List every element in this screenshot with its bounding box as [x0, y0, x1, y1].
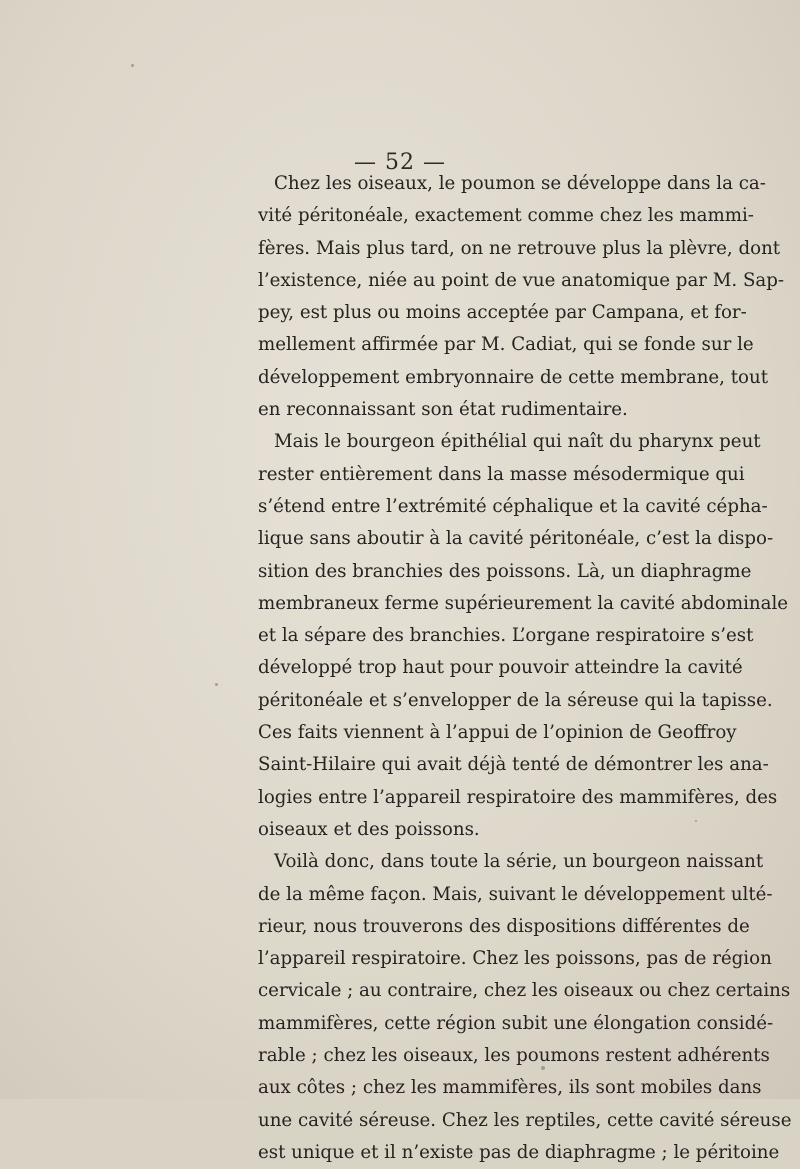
- paper-speck: [131, 64, 134, 67]
- text-line: est unique et il n’existe pas de diaphragme ; le péritoine: [258, 1141, 780, 1163]
- paper-speck: [541, 1066, 545, 1070]
- text-line: membraneux ferme supérieurement la cavité abdominale: [258, 592, 789, 614]
- text-line: fères. Mais plus tard, on ne retrouve plus la plèvre, dont: [258, 237, 781, 259]
- text-line: mellement affirmée par M. Cadiat, qui se fonde sur le: [258, 334, 754, 356]
- text-line: rable ; chez les oiseaux, les poumons restent adhérents: [258, 1045, 770, 1067]
- text-line: l’appareil respiratoire. Chez les poissons, pas de région: [258, 948, 772, 970]
- text-line: mammifères, cette région subit une élongation considé-: [258, 1012, 774, 1034]
- text-line: Mais le bourgeon épithélial qui naît du pharynx peut: [274, 431, 761, 453]
- text-line: pey, est plus ou moins acceptée par Campana, et for-: [258, 302, 747, 324]
- paragraph: [258, 168, 785, 426]
- text-line: aux côtes ; chez les mammifères, ils sont mobiles dans: [258, 1077, 762, 1099]
- text-line: Chez les oiseaux, le poumon se développe dans la ca-: [274, 173, 766, 194]
- paragraph: [258, 426, 789, 846]
- text-line: péritonéale et s’envelopper de la séreuse qui la tapisse.: [258, 689, 773, 711]
- text-line: lique sans aboutir à la cavité péritonéale, c’est la dispo-: [258, 528, 774, 550]
- text-line: cervicale ; au contraire, chez les oiseaux ou chez certains: [258, 980, 791, 1002]
- text-line: vité péritonéale, exactement comme chez les mammi-: [258, 205, 754, 227]
- body-text: [258, 168, 792, 1169]
- text-line: Saint-Hilaire qui avait déjà tenté de démontrer les ana-: [258, 754, 769, 776]
- text-line: logies entre l’appareil respiratoire des mammifères, des: [258, 786, 778, 808]
- text-line: développé trop haut pour pouvoir atteindre la cavité: [258, 657, 743, 679]
- text-line: Voilà donc, dans toute la série, un bourgeon naissant: [274, 851, 764, 873]
- text-line: Ces faits viennent à l’appui de l’opinion de Geoffroy: [258, 722, 737, 744]
- text-line: rieur, nous trouverons des dispositions différentes de: [258, 915, 750, 937]
- text-line: développement embryonnaire de cette membrane, tout: [258, 366, 769, 388]
- text-line: en reconnaissant son état rudimentaire.: [258, 399, 628, 421]
- text-line: une cavité séreuse. Chez les reptiles, cette cavité séreuse: [258, 1109, 792, 1131]
- paper-speck: [695, 820, 697, 822]
- text-line: sition des branchies des poissons. Là, un diaphragme: [258, 560, 752, 582]
- text-line: de la même façon. Mais, suivant le développement ulté-: [258, 883, 773, 905]
- text-line: l’existence, niée au point de vue anatomique par M. Sap-: [258, 269, 785, 291]
- text-line: rester entièrement dans la masse mésodermique qui: [258, 463, 745, 485]
- paragraph: [258, 846, 792, 1169]
- page-number: — 52 —: [354, 150, 446, 175]
- text-line: et la sépare des branchies. L’organe respiratoire s’est: [258, 625, 754, 647]
- text-line: s’étend entre l’extrémité céphalique et la cavité cépha-: [258, 495, 768, 517]
- text-line: oiseaux et des poissons.: [258, 818, 480, 840]
- paper-speck: [215, 683, 218, 686]
